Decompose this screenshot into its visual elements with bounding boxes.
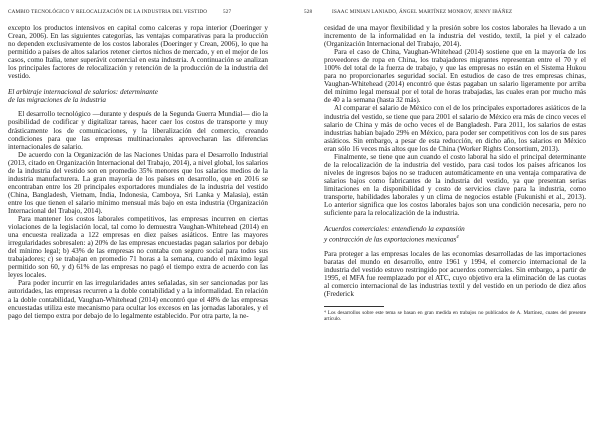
paragraph: Para el caso de China, Vaughan-Whitehead (2014) sostiene que en la mayoría de los proveedores de ropa en China, los trabajadores migrantes representan entre el 70 y el 100% del total de la fuerza de trabajo, y que las empresas no están en el Sistema Hukou para no proporcionarles seguridad social. En estudios de caso de tres empresas chinas, Vaughan-Whitehead (2014) encontró que éstas pagaban un salario ligeramente por arriba del mínimo legal mensual por el total de horas trabajadas, las cuales eran por mucho más de 40 a la semana (hasta 32 más).: [324, 48, 586, 105]
paragraph: Finalmente, se tiene que aun cuando el costo laboral ha sido el principal determinante de la relocalización de la industria del vestido, para casi todos los países africanos los niveles de ingresos bajos no se traducen automáticamente en una ventaja comparativa de salarios bajos como fabricantes de la industria del vestido, ya que presentan serias limitaciones en la disponibilidad y costo de servicios clave para la industria, como transporte, habilidades laborales y un clima de negocios estable (Fukunishi et al., 2013). Lo anterior significa que los costos laborales bajos son una condición necesaria, pero no suficiente para la relocalización de la industria.: [324, 152, 586, 218]
footnote-marker: 4: [456, 234, 459, 240]
section-heading-line: [324, 233, 586, 243]
left-page: [8, 0, 294, 431]
running-head-title: CAMBIO TECNOLÓGICO Y RELOCALIZACIÓN DE LA INDUSTRIA DEL VESTIDO: [8, 9, 208, 15]
paragraph: cesidad de una mayor flexibilidad y la presión sobre los costos laborales ha llevado a un incremento de la informalidad en la industria del vestido, textil, la piel y el calzado (Organización Internacional del Trabajo, 2014).: [324, 24, 586, 49]
right-page: [304, 0, 590, 431]
section-heading-line: El arbitraje internacional de salarios: determinante: [8, 88, 158, 97]
footnote-divider: [324, 306, 384, 307]
section-heading-text: y contracción de las exportaciones mexicanas: [324, 235, 457, 244]
paragraph: De acuerdo con la Organización de las Naciones Unidas para el Desarrollo Industrial (2013, citado en Organización Internacional del Trabajo, 2014), a nivel global, los salarios de la industria del vestido son en promedio 35% menores que los salarios medios de la industria manufacturera. La gran mayoría de los países en desarrollo, que en 2016 se encontraban entre los 20 principales exportadores mundiales de la industria del vestido (China, Bangladesh, Vietnam, India, Indonesia, Camboya, Sri Lanka y Malasia), están entre los que tienen el salario mínimo mensual más bajo en esta industria (Organización Internacional del Trabajo, 2014).: [8, 150, 268, 215]
text-column: [8, 24, 268, 320]
running-head-title: ISAAC MINIAN LANIADO, ÁNGEL MARTÍNEZ MONROY, JENNY IBÁÑEZ: [332, 9, 513, 15]
page-number: 528: [304, 9, 313, 15]
section-heading: [8, 88, 268, 104]
paragraph: El desarrollo tecnológico —durante y después de la Segunda Guerra Mundial— dio la posibilidad de codificar y digitalizar tareas, hacer caer los costos de transporte y muy drásticamente los de comunicaciones, y la liberalización del comercio, creando condiciones para que las empresas multinacionales aprovecharan las diferencias internacionales de salario.: [8, 110, 268, 151]
paragraph: Para poder incurrir en las irregularidades antes señaladas, sin ser sancionadas por las autoridades, las empresas recurren a la doble contabilidad y a la informalidad. En relación a la doble contabilidad, Vaughan-Whitehead (2014) encontró que el 48% de las empresas encuestadas utiliza este mecanismo para ocultar los excesos en las jornadas laborales, y el pago del tiempo extra por debajo de lo legalmente establecido. Por otra parte, la ne-: [8, 279, 268, 320]
paragraph: Al comparar el salario de México con el de los principales exportadores asiáticos de la industria del vestido, se tiene que para 2001 el salario de México era más de cinco veces el salario de China y más de ocho veces el de Bangladesh. Para 2011, los salarios de estas industrias habían bajado 29% en México, para poder ser competitivos con los de sus pares asiáticos. Sin embargo, a pesar de esta reducción, en dicho año, los salarios en México eran sólo 16 veces más altos que los de China (Worker Rights Consortium, 2013).: [324, 104, 586, 153]
running-head: [8, 9, 294, 19]
footnote: ⁴ Los desarrollos sobre este tema se basan en gran medida en trabajos no publicados de A. Martínez, cuates del presente artículo.: [324, 309, 586, 323]
paragraph: excepto los productos intensivos en capital como calceras y ropa interior (Doeringer y Crean, 2006). En las siguientes categorías, las ventajas comparativas para la producción no dependen exclusivamente de los costos laborales (Doeringer y Crean, 2006), lo que ha permitido a países de altos salarios retener ciertos nichos de mercado, y en el mejor de los casos, como Italia, tener superávit comercial en esta industria. A continuación se analizan los principales factores de relocalización y retención de la producción de la industria del vestido.: [8, 24, 268, 81]
running-head: [304, 9, 590, 19]
section-heading-line: Acuerdos comerciales: entendiendo la expansión: [324, 225, 465, 234]
paragraph: Para mantener los costos laborales competitivos, las empresas incurren en ciertas violaciones de la legislación local, tal como lo demuestra Vaughan-Whitehead (2014) en una encuesta realizada a 122 empresas en diez países asiáticos. Entre las mayores irregularidades sobresalen: a) 20% de las empresas encuestadas pagan salarios por debajo del mínimo legal; b) 43% de las empresas no contaba con seguro social para todos sus trabajadores; c) se trabajan en promedio 71 horas a la semana, cuando el máximo legal permitido son 60, y d) 61% de las empresas no pagó el tiempo extra de acuerdo con las leyes locales.: [8, 215, 268, 280]
section-heading: [324, 225, 586, 243]
section-heading-line: de las migraciones de la industria: [8, 96, 107, 105]
text-column: [324, 24, 586, 322]
page-number: 527: [223, 9, 232, 15]
paragraph: Para proteger a las empresas locales de las economías desarrolladas de las importaciones baratas del mundo en desarrollo, entre 1961 y 1994, el comercio internacional de la industria del vestido estuvo restringido por acuerdos comerciales. Sin embargo, a partir de 1995, el MFA fue reemplazado por el ATC, cuyo objetivo era la eliminación de las cuotas al comercio internacional de las industrias textil y del vestido en un periodo de diez años (Frederick: [324, 249, 586, 298]
